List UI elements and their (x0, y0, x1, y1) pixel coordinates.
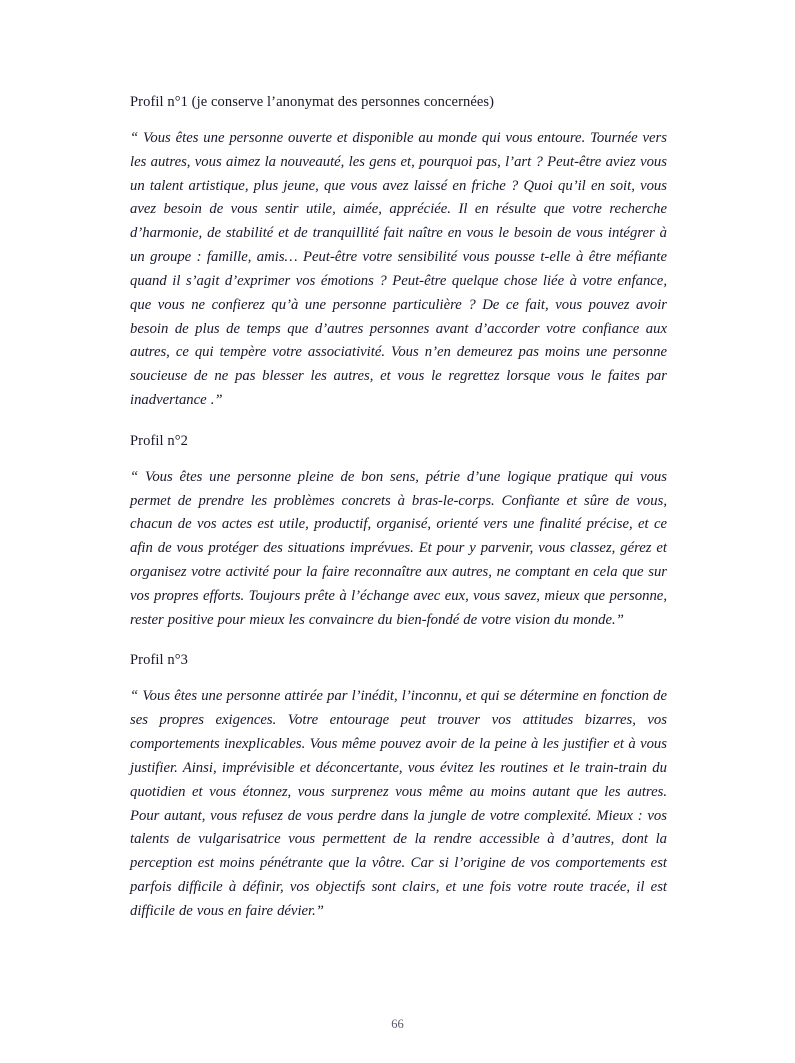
page-number: 66 (391, 1017, 404, 1031)
section-heading-profil-2: Profil n°2 (130, 432, 188, 449)
paragraph-profil-2: “ Vous êtes une personne pleine de bon sens, pétrie d’une logique pratique qui vous permet de prendre les problèmes concrets à bras-le-corps. Confiante et sûre de vous, chacun de vos actes est utile, productif, organisé, orienté vers une finalité précise, et ce afin de vous protéger des situations imprévues. Et pour y parvenir, vous classez, gérez et organisez votre activité pour la faire reconnaître aux autres, ne comptant en cela que sur vos propres efforts. Toujours prête à l’échange avec eux, vous savez, mieux que personne, rester positive pour mieux les convaincre du bien-fondé de votre vision du monde.” (130, 468, 667, 628)
section-heading-profil-1: Profil n°1 (je conserve l’anonymat des personnes concernées) (130, 94, 495, 110)
paragraph-profil-1: “ Vous êtes une personne ouverte et disponible au monde qui vous entoure. Tournée vers les autres, vous aimez la nouveauté, les gens et, pourquoi pas, l’art ? Peut-être aviez vous un talent artistique, plus jeune, que vous avez laissé en friche ? Quoi qu’il en soit, vous avez besoin de vous sentir utile, aimée, appréciée. Il en résulte que votre recherche d’harmonie, de stabilité et de tranquillité fait naître en vous le besoin de vous intégrer à un groupe : famille, amis… Peut-être votre sensibilité vous pousse t-elle à être méfiante quand il s’agit d’exprimer vos émotions ? Peut-être quelque chose liée à votre enfance, que vous ne confierez qu’à une personne particulière ? De ce fait, vous pouvez avoir besoin de plus de temps que d’autres personnes avant d’accorder votre confiance aux autres, ce qui tempère votre associativité. Vous n’en demeurez pas moins une personne soucieuse de ne pas blesser les autres, et vous le regrettez lorsque vous le faites par inadvertance .” (130, 130, 667, 408)
document-body (130, 92, 667, 942)
paragraph-profil-3: “ Vous êtes une personne attirée par l’inédit, l’inconnu, et qui se détermine en fonction de ses propres exigences. Votre entourage peut trouver vos attitudes bizarres, vos comportements inexplicables. Vous même pouvez avoir de la peine à les justifier et à vous justifier. Ainsi, imprévisible et déconcertante, vous évitez les routines et le train-train du quotidien et vous étonnez, vous surprenez vous même au moins autant que les autres. Pour autant, vous refusez de vous perdre dans la jungle de votre complexité. Mieux : vos talents de vulgarisatrice vous permettent de la rendre accessible à d’autres, dont la perception est moins pénétrante que la vôtre. Car si l’origine de vos comportements est parfois difficile à définir, vos objectifs sont clairs, et une fois votre route tracée, il est difficile de vous en faire dévier.” (130, 688, 667, 919)
section-heading-profil-3: Profil n°3 (130, 652, 188, 669)
